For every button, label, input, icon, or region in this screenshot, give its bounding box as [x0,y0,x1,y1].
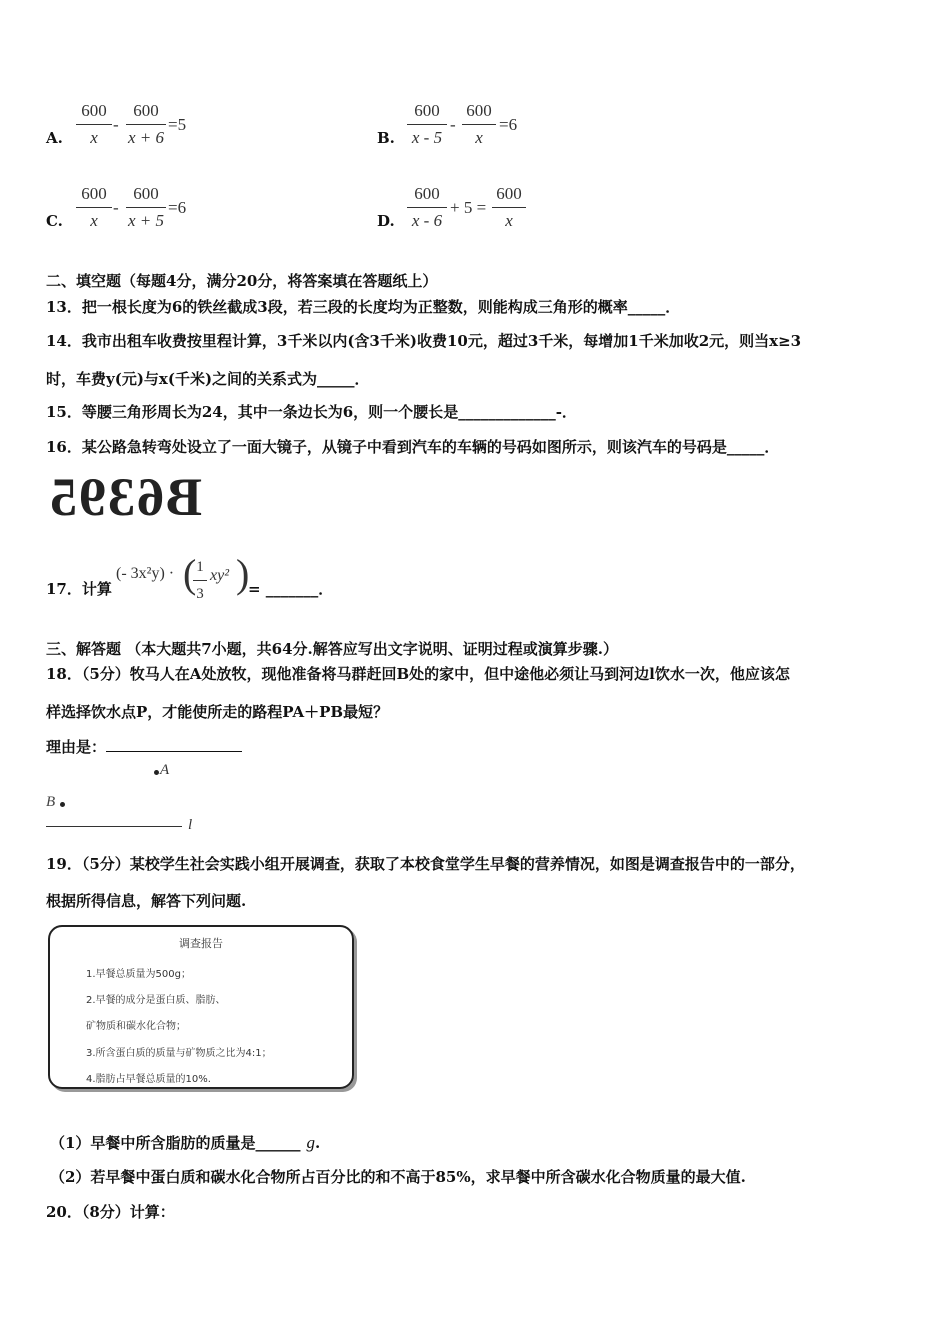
point-a-dot [154,770,159,775]
option-b-label: B. [377,129,395,147]
option-a-label: A. [46,129,63,147]
question-19-sub2: （2）若早餐中蛋白质和碳水化合物所占百分比的和不高于85%，求早餐中所含碳水化合物质量的最大值. [50,1168,746,1186]
question-20: 20．（8分）计算： [46,1203,175,1221]
option-c-label: C. [46,212,63,230]
question-14-line2: 时，车费y(元)与x(千米)之间的关系式为_____． [46,370,370,388]
option-d-operator: + 5 = [450,198,487,217]
option-c-operator: - [113,198,119,217]
option-d-fraction-2: 600 x [492,183,526,232]
q17-fraction: 1 3 [193,556,207,605]
survey-report-box [48,925,354,1089]
option-c-fraction-1: 600 x [76,183,112,232]
point-a-label: A [160,762,170,778]
option-a-fraction-2: 600 x + 6 [127,101,165,147]
report-item: 2.早餐的成分是蛋白质、脂肪、 [86,995,226,1006]
option-b-fraction-1: 600 x - 5 [407,100,447,149]
q17-paren-close: ) [236,551,250,596]
question-17-prefix: 17．计算 [46,580,112,598]
question-16: 16．某公路急转弯处设立了一面大镜子，从镜子中看到汽车的车辆的号码如图所示，则该汽车的号码是_____． [46,438,780,456]
point-b-dot [60,802,65,807]
question-13: 13．把一根长度为6的铁丝截成3段，若三段的长度均为正整数，则能构成三角形的概率_____． [46,298,681,316]
report-item: 1.早餐总质量为500g； [86,969,191,980]
question-19-sub1: （1）早餐中所含脂肪的质量是______ g. [50,1133,321,1152]
option-b-operator: - [450,115,456,134]
reason-blank[interactable] [106,751,242,752]
option-c-rhs: =6 [168,198,187,217]
question-19-line2: 根据所得信息，解答下列问题. [46,892,247,910]
q17-suffix: = _______． [248,580,334,598]
section2-heading: 二、填空题（每题4分，满分20分，将答案填在答题纸上） [46,272,438,290]
report-title: 调查报告 [179,937,223,950]
question-19-line1: 19．（5分）某校学生社会实践小组开展调查，获取了本校食堂学生早餐的营养情况，如图是调查报告中的一部分， [46,855,805,873]
question-18-line2: 样选择饮水点P，才能使所走的路程PA＋PB最短？ [46,703,389,721]
river-line [46,826,182,827]
question-14-line1: 14．我市出租车收费按里程计算，3千米以内(含3千米)收费10元，超过3千米，每增加1千米加收2元，则当x≥3 [46,332,802,350]
q17-expr-left: (- 3x²y) · [116,565,175,582]
option-b-rhs: =6 [499,115,518,134]
option-a-operator: - [113,115,119,134]
section3-heading: 三、解答题 （本大题共7小题，共64分.解答应写出文字说明、证明过程或演算步骤.） [46,640,618,658]
option-c-fraction-2: 600 x + 5 [127,184,165,230]
q17-expr-right: xy² [210,567,229,584]
report-item: 3.所含蛋白质的质量与矿物质之比为4:1； [86,1048,272,1059]
question-18-line1: 18．（5分）牧马人在A处放牧，现他准备将马群赶回B处的家中，但中途他必须让马到河边l饮水一次，他应该怎 [46,665,790,683]
point-b-label: B [46,794,56,810]
report-item: 矿物质和碳水化合物； [86,1021,186,1032]
question-15: 15．等腰三角形周长为24，其中一条边长为6，则一个腰长是_____________-． [46,403,577,421]
q17-paren-open: ( [183,551,197,596]
report-item: 4.脂肪占早餐总质量的10%. [86,1074,211,1085]
option-d-label: D. [377,212,395,230]
option-d-fraction-1: 600 x - 6 [407,183,447,232]
mirrored-license-plate: B6395 [48,467,203,527]
line-l-label: l [188,817,193,833]
option-a-fraction-1: 600 x [76,100,112,149]
option-b-fraction-2: 600 x [462,100,496,149]
question-18-reason: 理由是： [46,736,242,757]
option-a-rhs: =5 [168,115,187,134]
